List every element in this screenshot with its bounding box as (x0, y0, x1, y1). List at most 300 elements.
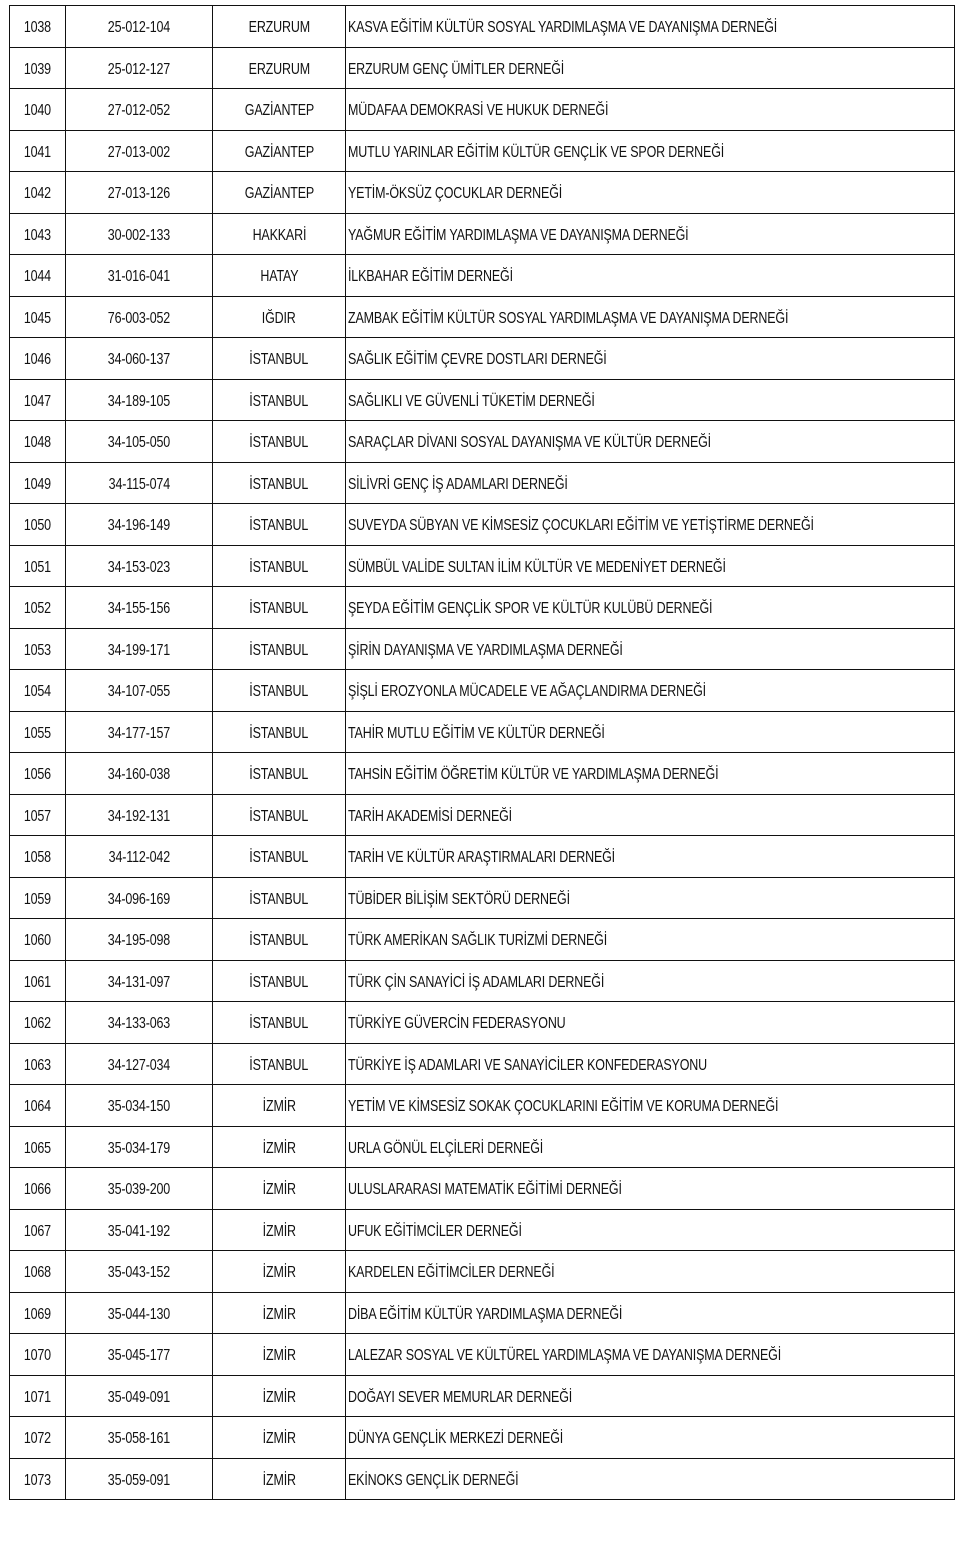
row-number: 1055 (23, 724, 52, 742)
row-number: 1045 (23, 309, 52, 327)
city-name-cell (213, 836, 346, 878)
registry-code: 35-034-150 (107, 1098, 171, 1116)
table-row (10, 6, 955, 48)
row-number-cell (10, 1417, 66, 1459)
row-number: 1053 (23, 641, 52, 659)
row-number-cell (10, 753, 66, 795)
city-name-cell (213, 1292, 346, 1334)
table-row (10, 1334, 955, 1376)
table-row (10, 130, 955, 172)
association-name: URLA GÖNÜL ELÇİLERİ DERNEĞİ (348, 1139, 544, 1157)
registry-code-cell (66, 587, 213, 629)
row-number-cell (10, 89, 66, 131)
city-name-cell (213, 1251, 346, 1293)
registry-code-cell (66, 1292, 213, 1334)
registry-code-cell (66, 296, 213, 338)
city-name-cell (213, 47, 346, 89)
association-name: ULUSLARARASI MATEMATİK EĞİTİMİ DERNEĞİ (348, 1181, 622, 1199)
city-name: İSTANBUL (249, 766, 309, 784)
association-name-cell (346, 1458, 955, 1500)
row-number-cell (10, 877, 66, 919)
association-name: YAĞMUR EĞİTİM YARDIMLAŞMA VE DAYANIŞMA DERNEĞİ (348, 226, 689, 244)
registry-code: 34-105-050 (107, 434, 171, 452)
association-name-cell (346, 47, 955, 89)
association-name: ERZURUM GENÇ ÜMİTLER DERNEĞİ (348, 60, 565, 78)
city-name-cell (213, 1168, 346, 1210)
city-name-cell (213, 711, 346, 753)
city-name: İZMİR (262, 1388, 296, 1406)
registry-code: 34-060-137 (107, 351, 171, 369)
association-name: SARAÇLAR DİVANI SOSYAL DAYANIŞMA VE KÜLTÜR DERNEĞİ (348, 434, 712, 452)
table-row (10, 1417, 955, 1459)
city-name: İSTANBUL (249, 1056, 309, 1074)
association-name-cell (346, 213, 955, 255)
association-name-cell (346, 1375, 955, 1417)
registry-code-cell (66, 255, 213, 297)
table-row (10, 338, 955, 380)
city-name-cell (213, 628, 346, 670)
table-row (10, 296, 955, 338)
table-row (10, 213, 955, 255)
registry-code: 34-127-034 (107, 1056, 171, 1074)
association-name: TARİH AKADEMİSİ DERNEĞİ (348, 807, 513, 825)
registry-code: 35-049-091 (107, 1388, 171, 1406)
row-number: 1067 (23, 1222, 52, 1240)
association-name-cell (346, 379, 955, 421)
association-name: SÜMBÜL VALİDE SULTAN İLİM KÜLTÜR VE MEDENİYET DERNEĞİ (348, 558, 726, 576)
row-number-cell (10, 1168, 66, 1210)
row-number: 1062 (23, 1015, 52, 1033)
registry-code-cell (66, 877, 213, 919)
city-name-cell (213, 379, 346, 421)
table-row (10, 172, 955, 214)
registry-code: 27-013-002 (107, 143, 171, 161)
city-name: İSTANBUL (249, 1015, 309, 1033)
association-name: DOĞAYI SEVER MEMURLAR DERNEĞİ (348, 1388, 573, 1406)
city-name-cell (213, 1375, 346, 1417)
registry-code-cell (66, 89, 213, 131)
association-name: TÜRK AMERİKAN SAĞLIK TURİZMİ DERNEĞİ (348, 932, 608, 950)
row-number-cell (10, 255, 66, 297)
association-name-cell (346, 89, 955, 131)
city-name-cell (213, 172, 346, 214)
row-number: 1066 (23, 1181, 52, 1199)
registry-code-cell (66, 172, 213, 214)
registry-code: 30-002-133 (107, 226, 171, 244)
association-name-cell (346, 1292, 955, 1334)
association-name: SİLİVRİ GENÇ İŞ ADAMLARI DERNEĞİ (348, 475, 568, 493)
row-number-cell (10, 628, 66, 670)
registry-code-cell (66, 1417, 213, 1459)
associations-table (9, 5, 955, 1500)
city-name: İSTANBUL (249, 932, 309, 950)
row-number: 1050 (23, 517, 52, 535)
city-name: İSTANBUL (249, 351, 309, 369)
row-number: 1068 (23, 1264, 52, 1282)
row-number: 1054 (23, 683, 52, 701)
registry-code: 34-131-097 (107, 973, 171, 991)
row-number: 1065 (23, 1139, 52, 1157)
row-number-cell (10, 1251, 66, 1293)
city-name-cell (213, 1334, 346, 1376)
association-name: TARİH VE KÜLTÜR ARAŞTIRMALARI DERNEĞİ (348, 849, 615, 867)
city-name: İSTANBUL (249, 558, 309, 576)
association-name: SAĞLIKLI VE GÜVENLİ TÜKETİM DERNEĞİ (348, 392, 595, 410)
row-number-cell (10, 421, 66, 463)
registry-code: 35-041-192 (107, 1222, 171, 1240)
row-number-cell (10, 670, 66, 712)
row-number-cell (10, 545, 66, 587)
association-name-cell (346, 1209, 955, 1251)
city-name: İZMİR (262, 1430, 296, 1448)
city-name-cell (213, 462, 346, 504)
registry-code-cell (66, 421, 213, 463)
row-number-cell (10, 794, 66, 836)
city-name-cell (213, 1417, 346, 1459)
association-name: EKİNOKS GENÇLİK DERNEĞİ (348, 1471, 519, 1489)
association-name: SUVEYDA SÜBYAN VE KİMSESİZ ÇOCUKLARI EĞİTİM VE YETİŞTİRME DERNEĞİ (348, 517, 814, 535)
city-name: HAKKARİ (252, 226, 306, 244)
city-name: GAZİANTEP (244, 185, 314, 203)
city-name-cell (213, 296, 346, 338)
registry-code-cell (66, 1375, 213, 1417)
registry-code: 35-034-179 (107, 1139, 171, 1157)
association-name-cell (346, 670, 955, 712)
registry-code-cell (66, 794, 213, 836)
registry-code-cell (66, 919, 213, 961)
association-name: ŞİŞLİ EROZYONLA MÜCADELE VE AĞAÇLANDIRMA DERNEĞİ (348, 683, 707, 701)
association-name: MÜDAFAA DEMOKRASİ VE HUKUK DERNEĞİ (348, 102, 609, 120)
table-row (10, 919, 955, 961)
registry-code-cell (66, 545, 213, 587)
registry-code-cell (66, 1251, 213, 1293)
table-row (10, 1043, 955, 1085)
association-name-cell (346, 6, 955, 48)
registry-code-cell (66, 504, 213, 546)
association-name: KASVA EĞİTİM KÜLTÜR SOSYAL YARDIMLAŞMA VE DAYANIŞMA DERNEĞİ (348, 19, 778, 37)
row-number-cell (10, 296, 66, 338)
city-name-cell (213, 670, 346, 712)
association-name: TÜRKİYE GÜVERCİN FEDERASYONU (348, 1015, 566, 1033)
association-name-cell (346, 711, 955, 753)
association-name-cell (346, 628, 955, 670)
row-number: 1043 (23, 226, 52, 244)
association-name: TÜRK ÇİN SANAYİCİ İŞ ADAMLARI DERNEĞİ (348, 973, 605, 991)
city-name: ERZURUM (248, 19, 310, 37)
row-number: 1057 (23, 807, 52, 825)
registry-code: 34-133-063 (107, 1015, 171, 1033)
association-name: YETİM VE KİMSESİZ SOKAK ÇOCUKLARINI EĞİTİM VE KORUMA DERNEĞİ (348, 1098, 779, 1116)
city-name-cell (213, 794, 346, 836)
registry-code-cell (66, 130, 213, 172)
association-name: ŞİRİN DAYANIŞMA VE YARDIMLAŞMA DERNEĞİ (348, 641, 623, 659)
registry-code-cell (66, 462, 213, 504)
city-name: İSTANBUL (249, 475, 309, 493)
table-body (10, 6, 955, 1500)
registry-code-cell (66, 338, 213, 380)
row-number: 1056 (23, 766, 52, 784)
city-name: İZMİR (262, 1222, 296, 1240)
registry-code: 34-196-149 (107, 517, 171, 535)
association-name: DİBA EĞİTİM KÜLTÜR YARDIMLAŞMA DERNEĞİ (348, 1305, 623, 1323)
registry-code-cell (66, 628, 213, 670)
association-name-cell (346, 545, 955, 587)
registry-code: 35-058-161 (107, 1430, 171, 1448)
city-name: İZMİR (262, 1181, 296, 1199)
association-name-cell (346, 255, 955, 297)
registry-code: 34-160-038 (107, 766, 171, 784)
registry-code: 34-096-169 (107, 890, 171, 908)
association-name-cell (346, 1002, 955, 1044)
table-row (10, 1375, 955, 1417)
association-name: YETİM-ÖKSÜZ ÇOCUKLAR DERNEĞİ (348, 185, 563, 203)
table-row (10, 1085, 955, 1127)
association-name: TÜRKİYE İŞ ADAMLARI VE SANAYİCİLER KONFEDERASYONU (348, 1056, 707, 1074)
city-name: İSTANBUL (249, 600, 309, 618)
association-name-cell (346, 1251, 955, 1293)
city-name: İSTANBUL (249, 517, 309, 535)
association-name: TAHSİN EĞİTİM ÖĞRETİM KÜLTÜR VE YARDIMLAŞMA DERNEĞİ (348, 766, 719, 784)
association-name: İLKBAHAR EĞİTİM DERNEĞİ (348, 268, 513, 286)
city-name: İZMİR (262, 1347, 296, 1365)
city-name-cell (213, 1085, 346, 1127)
association-name-cell (346, 504, 955, 546)
association-name: SAĞLIK EĞİTİM ÇEVRE DOSTLARI DERNEĞİ (348, 351, 607, 369)
association-name-cell (346, 462, 955, 504)
registry-code-cell (66, 47, 213, 89)
registry-code: 34-107-055 (107, 683, 171, 701)
row-number-cell (10, 1375, 66, 1417)
row-number: 1072 (23, 1430, 52, 1448)
registry-code-cell (66, 1002, 213, 1044)
table-row (10, 587, 955, 629)
table-row (10, 1168, 955, 1210)
row-number-cell (10, 960, 66, 1002)
row-number: 1049 (23, 475, 52, 493)
row-number: 1041 (23, 143, 52, 161)
table-row (10, 421, 955, 463)
row-number-cell (10, 1334, 66, 1376)
row-number: 1047 (23, 392, 52, 410)
registry-code-cell (66, 670, 213, 712)
association-name-cell (346, 1417, 955, 1459)
table-row (10, 877, 955, 919)
city-name-cell (213, 421, 346, 463)
table-row (10, 836, 955, 878)
row-number: 1052 (23, 600, 52, 618)
row-number: 1069 (23, 1305, 52, 1323)
table-row (10, 255, 955, 297)
city-name: İSTANBUL (249, 890, 309, 908)
association-name-cell (346, 1085, 955, 1127)
association-name-cell (346, 587, 955, 629)
row-number-cell (10, 1292, 66, 1334)
city-name: İSTANBUL (249, 724, 309, 742)
table-row (10, 545, 955, 587)
row-number-cell (10, 213, 66, 255)
registry-code-cell (66, 1043, 213, 1085)
city-name: İZMİR (262, 1305, 296, 1323)
city-name-cell (213, 338, 346, 380)
city-name-cell (213, 6, 346, 48)
row-number-cell (10, 1209, 66, 1251)
registry-code: 34-192-131 (107, 807, 171, 825)
row-number-cell (10, 6, 66, 48)
association-name-cell (346, 172, 955, 214)
row-number-cell (10, 172, 66, 214)
city-name-cell (213, 1458, 346, 1500)
table-row (10, 379, 955, 421)
registry-code-cell (66, 960, 213, 1002)
registry-code: 35-059-091 (107, 1471, 171, 1489)
city-name: İSTANBUL (249, 434, 309, 452)
table-row (10, 1126, 955, 1168)
table-row (10, 1251, 955, 1293)
city-name: GAZİANTEP (244, 143, 314, 161)
registry-code: 34-195-098 (107, 932, 171, 950)
registry-code: 34-199-171 (107, 641, 171, 659)
city-name-cell (213, 1209, 346, 1251)
association-name: TAHİR MUTLU EĞİTİM VE KÜLTÜR DERNEĞİ (348, 724, 605, 742)
city-name: İZMİR (262, 1264, 296, 1282)
registry-code: 34-177-157 (107, 724, 171, 742)
table-row (10, 47, 955, 89)
city-name: İSTANBUL (249, 641, 309, 659)
registry-code: 34-153-023 (107, 558, 171, 576)
association-name-cell (346, 296, 955, 338)
document-page (9, 5, 954, 1500)
row-number-cell (10, 338, 66, 380)
registry-code: 27-013-126 (107, 185, 171, 203)
association-name-cell (346, 1334, 955, 1376)
row-number-cell (10, 379, 66, 421)
city-name-cell (213, 89, 346, 131)
table-row (10, 1458, 955, 1500)
row-number: 1061 (23, 973, 52, 991)
row-number: 1040 (23, 102, 52, 120)
row-number: 1039 (23, 60, 52, 78)
registry-code-cell (66, 1168, 213, 1210)
row-number: 1051 (23, 558, 52, 576)
registry-code: 35-044-130 (107, 1305, 171, 1323)
table-row (10, 960, 955, 1002)
table-row (10, 711, 955, 753)
city-name-cell (213, 919, 346, 961)
table-row (10, 670, 955, 712)
association-name-cell (346, 421, 955, 463)
city-name: İSTANBUL (249, 683, 309, 701)
registry-code-cell (66, 753, 213, 795)
association-name-cell (346, 794, 955, 836)
row-number-cell (10, 1085, 66, 1127)
row-number-cell (10, 711, 66, 753)
association-name-cell (346, 1043, 955, 1085)
registry-code: 31-016-041 (107, 268, 171, 286)
row-number: 1059 (23, 890, 52, 908)
registry-code: 25-012-104 (107, 19, 171, 37)
row-number: 1058 (23, 849, 52, 867)
registry-code-cell (66, 711, 213, 753)
city-name: İZMİR (262, 1471, 296, 1489)
city-name-cell (213, 545, 346, 587)
registry-code-cell (66, 1126, 213, 1168)
city-name-cell (213, 504, 346, 546)
registry-code-cell (66, 6, 213, 48)
table-row (10, 462, 955, 504)
row-number: 1060 (23, 932, 52, 950)
association-name-cell (346, 877, 955, 919)
table-row (10, 1292, 955, 1334)
row-number-cell (10, 1043, 66, 1085)
city-name: HATAY (259, 268, 299, 286)
row-number: 1071 (23, 1388, 52, 1406)
city-name: İZMİR (262, 1098, 296, 1116)
registry-code-cell (66, 1334, 213, 1376)
association-name: UFUK EĞİTİMCİLER DERNEĞİ (348, 1222, 522, 1240)
row-number-cell (10, 462, 66, 504)
registry-code-cell (66, 1209, 213, 1251)
city-name: İSTANBUL (249, 973, 309, 991)
city-name: İZMİR (262, 1139, 296, 1157)
row-number: 1044 (23, 268, 52, 286)
row-number-cell (10, 130, 66, 172)
city-name-cell (213, 1002, 346, 1044)
table-row (10, 504, 955, 546)
row-number: 1064 (23, 1098, 52, 1116)
row-number: 1048 (23, 434, 52, 452)
table-row (10, 628, 955, 670)
city-name: İSTANBUL (249, 392, 309, 410)
city-name-cell (213, 130, 346, 172)
registry-code: 35-045-177 (107, 1347, 171, 1365)
registry-code: 34-189-105 (107, 392, 171, 410)
registry-code: 35-043-152 (107, 1264, 171, 1282)
association-name: LALEZAR SOSYAL VE KÜLTÜREL YARDIMLAŞMA VE DAYANIŞMA DERNEĞİ (348, 1347, 782, 1365)
registry-code: 27-012-052 (107, 102, 171, 120)
registry-code-cell (66, 1085, 213, 1127)
registry-code: 34-155-156 (107, 600, 171, 618)
city-name-cell (213, 1126, 346, 1168)
association-name-cell (346, 960, 955, 1002)
city-name: IĞDIR (262, 309, 296, 327)
registry-code-cell (66, 213, 213, 255)
registry-code-cell (66, 836, 213, 878)
association-name: MUTLU YARINLAR EĞİTİM KÜLTÜR GENÇLİK VE SPOR DERNEĞİ (348, 143, 725, 161)
city-name: ERZURUM (248, 60, 310, 78)
registry-code: 34-115-074 (108, 475, 170, 493)
association-name-cell (346, 919, 955, 961)
row-number-cell (10, 919, 66, 961)
city-name-cell (213, 960, 346, 1002)
row-number: 1063 (23, 1056, 52, 1074)
registry-code: 35-039-200 (107, 1181, 171, 1199)
association-name-cell (346, 130, 955, 172)
city-name: İSTANBUL (249, 807, 309, 825)
city-name-cell (213, 255, 346, 297)
registry-code: 25-012-127 (107, 60, 171, 78)
registry-code-cell (66, 1458, 213, 1500)
row-number: 1038 (23, 19, 52, 37)
table-row (10, 1002, 955, 1044)
table-row (10, 89, 955, 131)
table-row (10, 794, 955, 836)
row-number-cell (10, 1002, 66, 1044)
city-name: GAZİANTEP (244, 102, 314, 120)
association-name-cell (346, 1126, 955, 1168)
registry-code-cell (66, 379, 213, 421)
association-name-cell (346, 1168, 955, 1210)
association-name: KARDELEN EĞİTİMCİLER DERNEĞİ (348, 1264, 555, 1282)
